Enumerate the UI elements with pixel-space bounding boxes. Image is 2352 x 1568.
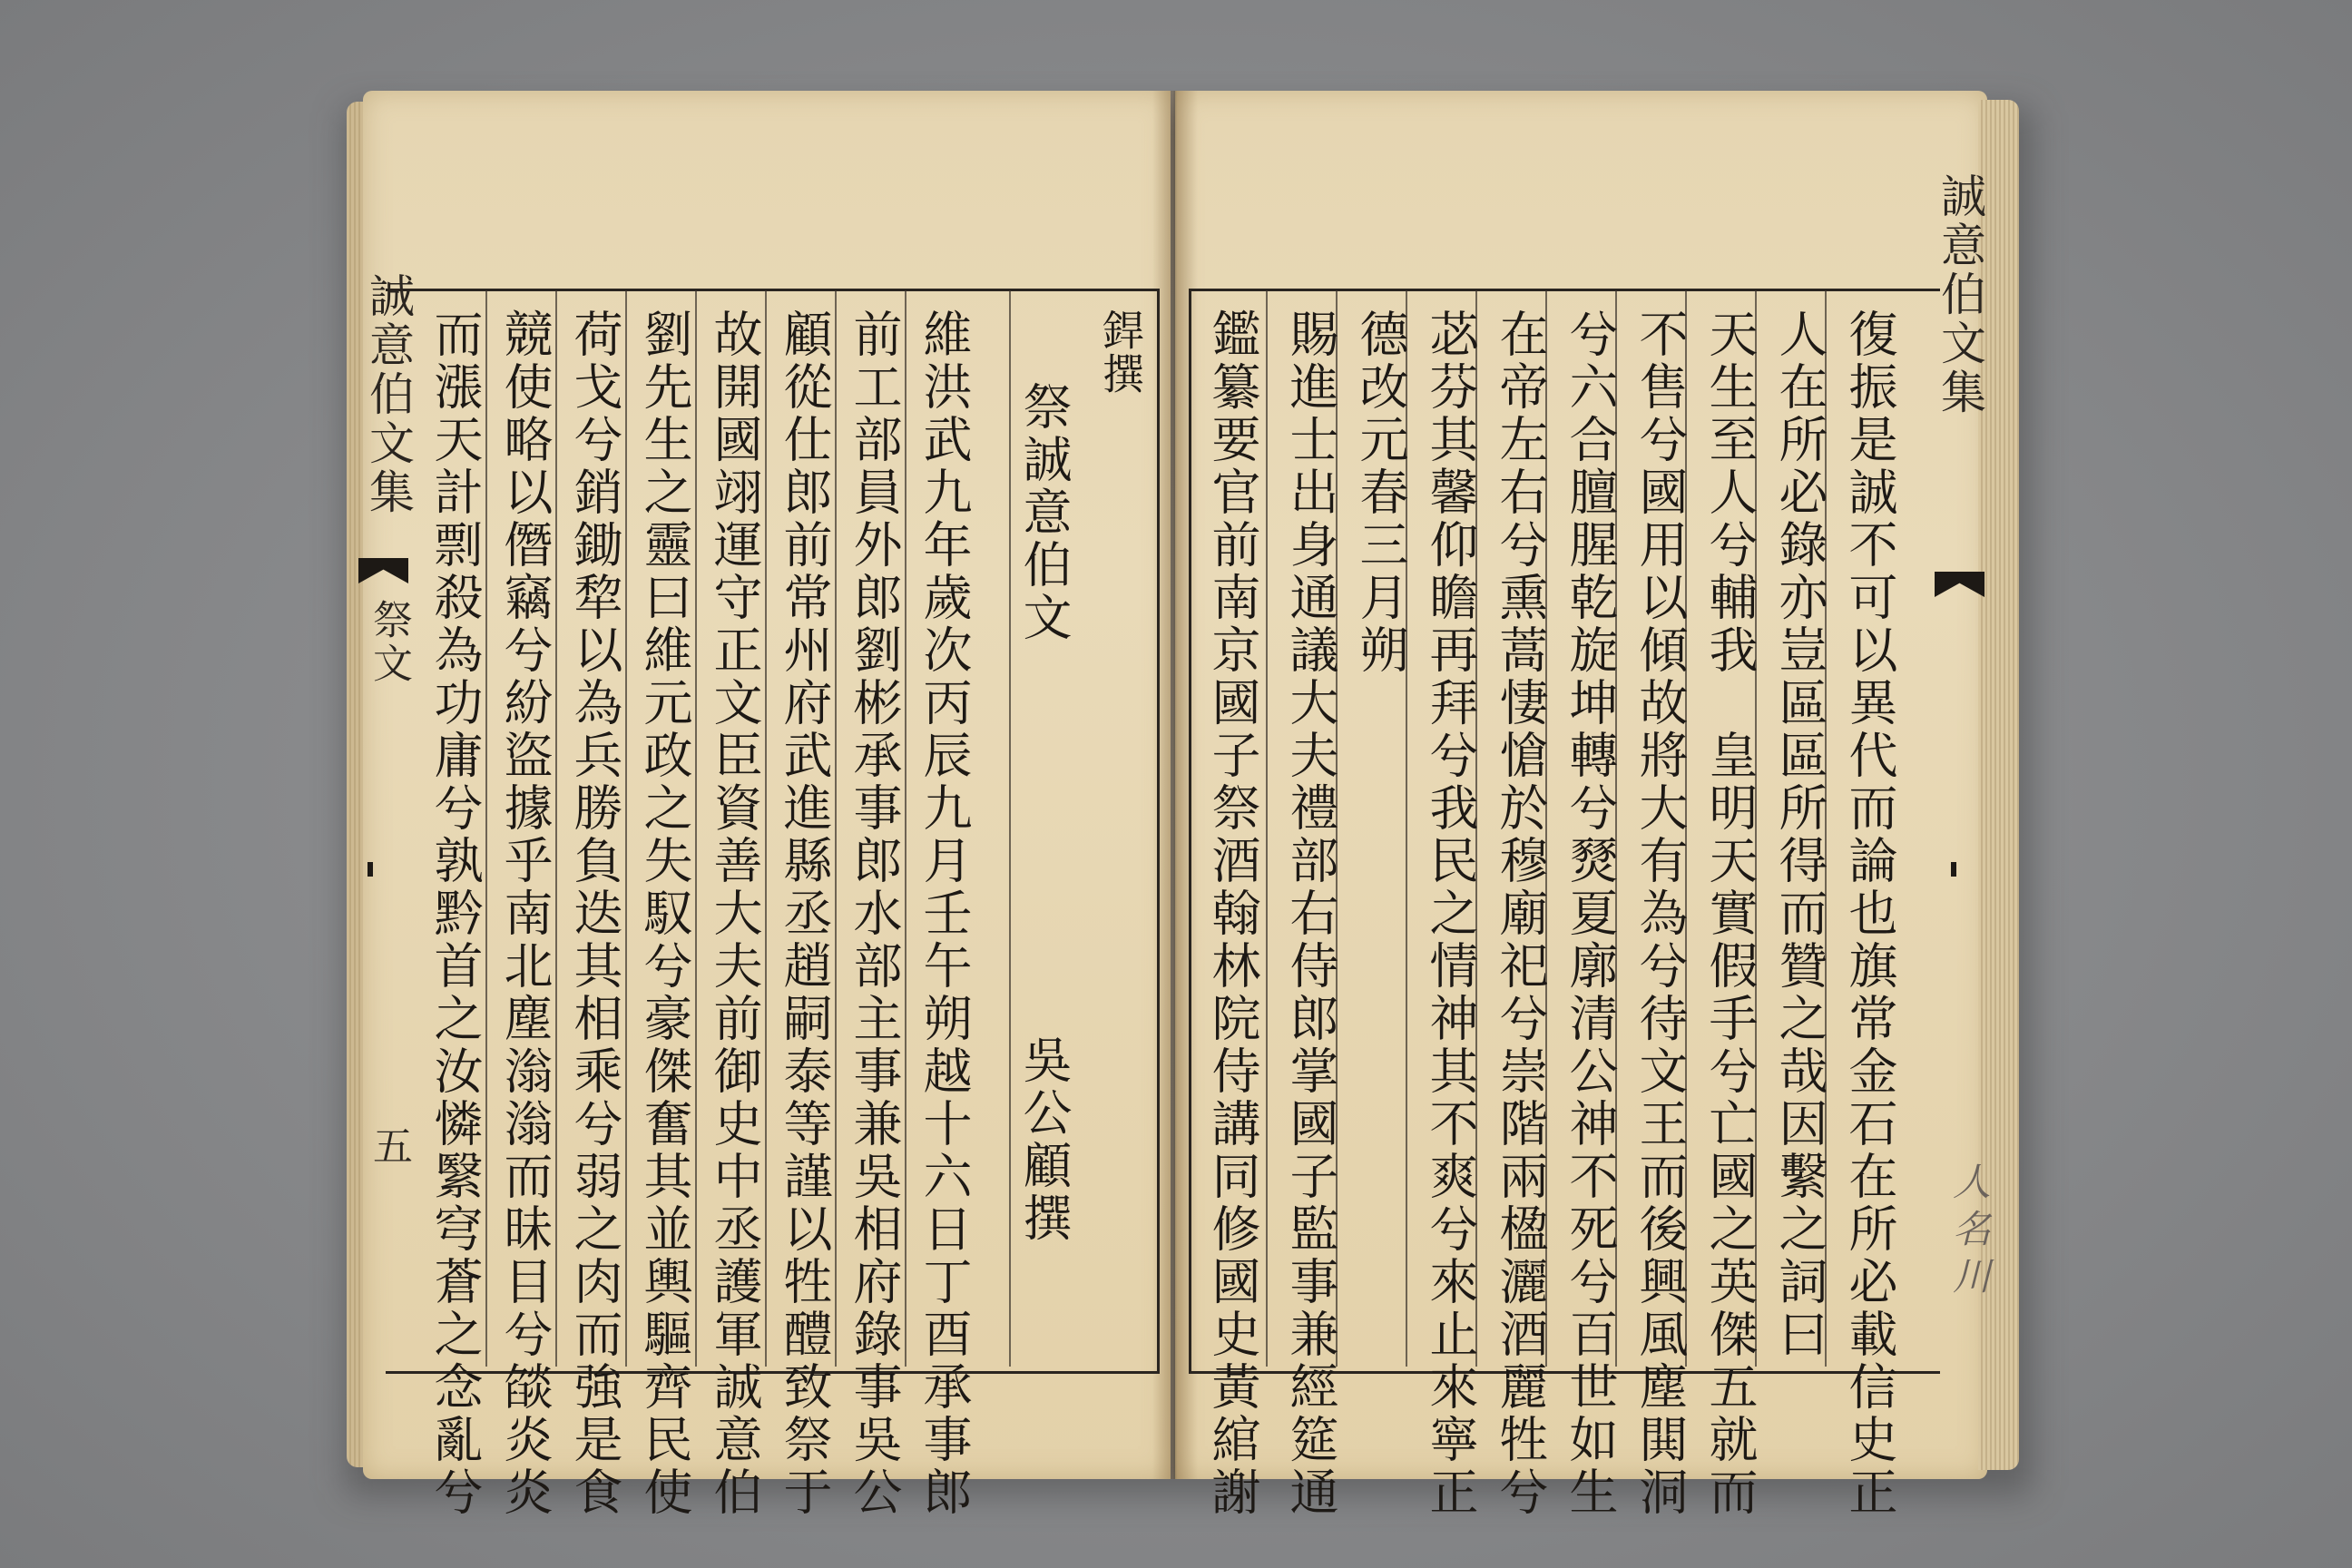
right-margin-dot — [1951, 862, 1956, 877]
text-column: 而漲天計剽殺為功庸兮孰黔首之汝憐繄穹蒼之念亂兮 — [426, 309, 484, 1519]
text-column: 賜進士出身通議大夫禮部右侍郎掌國子監事兼經筵通 — [1282, 309, 1339, 1519]
text-column: 天生至人兮輔我 皇明天實假手兮亡國之英傑五就而 — [1701, 309, 1759, 1519]
text-column: 故開國翊運守正文臣資善大夫前御史中丞護軍誠意伯 — [706, 309, 763, 1519]
pencil-annotation: 人名川 — [1947, 1161, 1992, 1303]
column-rule — [1009, 290, 1011, 1367]
text-column: 荷戈兮銷鋤犂以為兵勝負迭其相乘兮弱之肉而強是食 — [566, 309, 623, 1519]
text-column: 顧從仕郎前常州府武進縣丞趙嗣泰等謹以牲醴致祭于 — [776, 309, 833, 1519]
text-column: 苾芬其馨仰瞻再拜兮我民之情神其不爽兮來止來寧正 — [1422, 309, 1479, 1519]
text-column: 前工部員外郎劉彬承事郎水部主事兼吳相府錄事吳公 — [846, 309, 903, 1519]
column-rule — [485, 290, 487, 1367]
text-column: 不售兮國用以傾故將大有為兮待文王而後興風塵閧洞 — [1632, 309, 1689, 1519]
text-column: 劉先生之靈曰維元政之失馭兮豪傑奮其並輿驅齊民使 — [636, 309, 693, 1519]
text-column: 人在所必錄亦豈區區所得而贊之哉因繫之詞曰 — [1771, 309, 1828, 1361]
column-rule — [555, 290, 557, 1367]
column-rule — [905, 290, 906, 1367]
column-rule — [1266, 290, 1268, 1367]
text-column: 維洪武九年歲次丙辰九月壬午朔越十六日丁酉承事郎 — [916, 309, 973, 1519]
text-column: 在帝左右兮熏蒿悽愴於穆廟祀兮崇階兩楹灑酒麗牲兮 — [1492, 309, 1549, 1519]
column-rule — [625, 290, 627, 1367]
author-line: 吳公顧撰 — [1015, 1034, 1073, 1245]
left-margin-title: 誠意伯文集 — [362, 272, 415, 517]
essay-title: 祭誠意伯文 — [1015, 381, 1073, 644]
column-rule — [695, 290, 697, 1367]
column-rule — [835, 290, 837, 1367]
text-column: 復振是誠不可以異代而論也旗常金石在所必載信史正 — [1841, 309, 1898, 1519]
left-margin-dot — [368, 862, 373, 877]
right-margin-title: 誠意伯文集 — [1934, 172, 1986, 417]
left-margin-page-number: 五 — [366, 1125, 412, 1169]
header-note: 銲撰 — [1096, 309, 1145, 396]
text-column: 德改元春三月朔 — [1352, 309, 1409, 677]
text-column: 兮六合膻腥乾旋坤轉兮燹夏廓清公神不死兮百世如生 — [1562, 309, 1619, 1519]
text-column: 鑑纂要官前南京國子祭酒翰林院侍講同修國史黃綰謝 — [1204, 309, 1261, 1519]
text-column: 競使略以僭竊兮紛盜據乎南北塵滃滃而昧目兮燄炎炎 — [496, 309, 554, 1519]
left-margin-section: 祭文 — [366, 599, 412, 686]
column-rule — [765, 290, 767, 1367]
